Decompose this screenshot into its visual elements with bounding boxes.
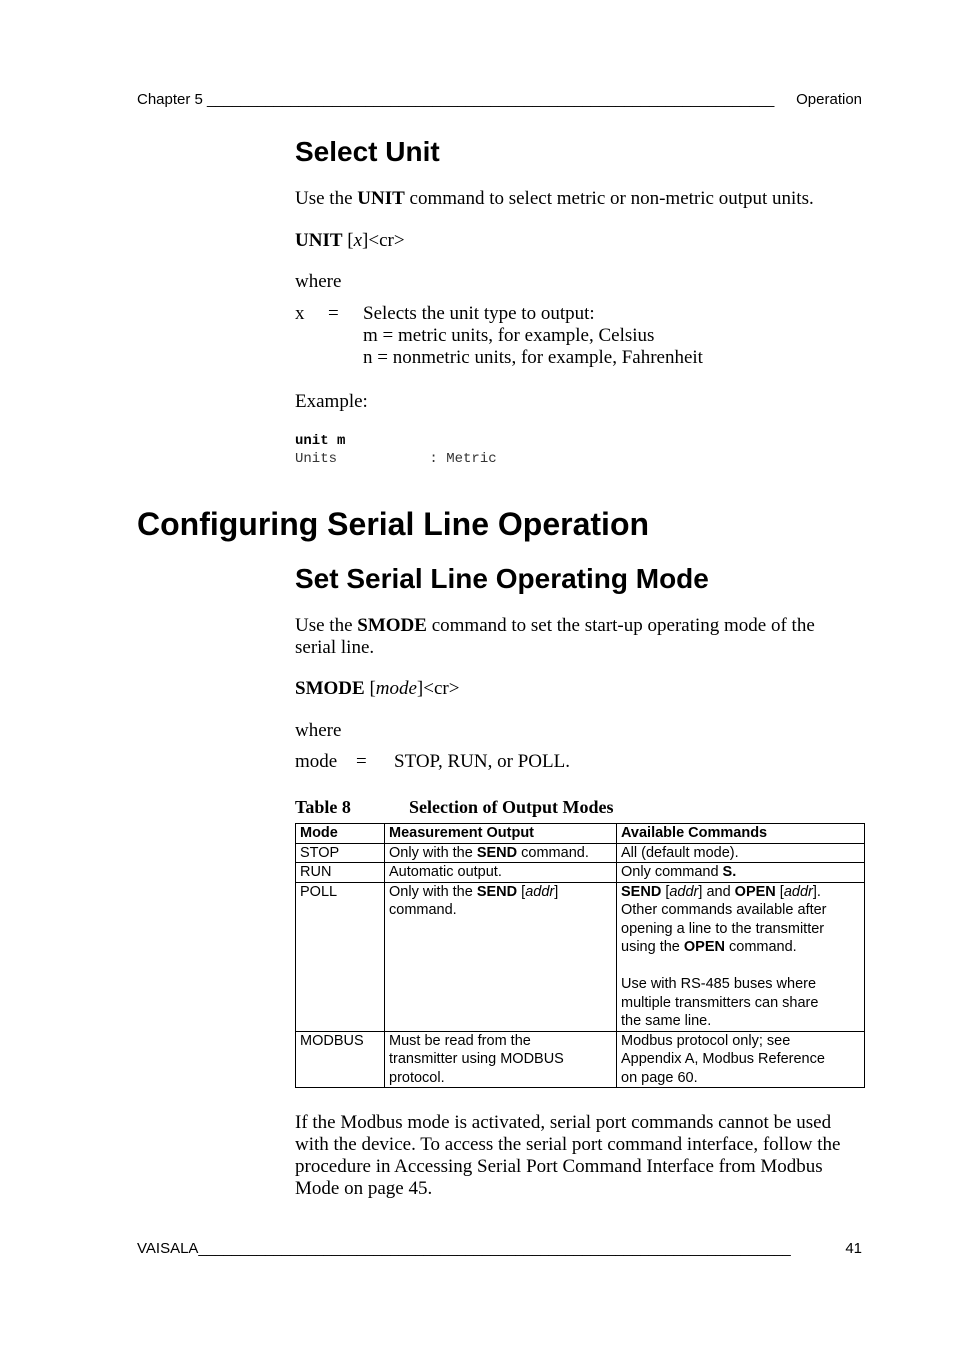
table-cell-mode: RUN	[296, 863, 385, 883]
smode-intro: Use the SMODE command to set the start-up operating mode of the serial line.	[295, 615, 815, 658]
table-cell-output: Only with the SEND command.	[385, 843, 617, 863]
table-row	[296, 843, 865, 863]
smode-where-label: where	[295, 720, 342, 741]
table-cell-commands: All (default mode).	[617, 843, 865, 863]
unit-param-name: x	[295, 303, 305, 324]
modbus-note-paragraph: If the Modbus mode is activated, serial port commands cannot be used with the device. To access the serial port command interface, follow the procedure in Accessing Serial Port Command Interface from Modbus Mode on page 45.	[295, 1112, 841, 1199]
page-header-section: Operation	[792, 91, 862, 108]
table-cell-commands: Modbus protocol only; see Appendix A, Modbus Reference on page 60.	[617, 1031, 865, 1088]
table-row	[296, 882, 865, 1031]
table-caption-number: Table 8	[295, 797, 351, 817]
page-number: 41	[841, 1240, 862, 1257]
smode-param-description: STOP, RUN, or POLL.	[394, 751, 570, 772]
unit-example-command: unit m	[295, 433, 346, 449]
unit-example-label: Example:	[295, 391, 368, 412]
unit-syntax: UNIT [x]<cr>	[295, 230, 405, 251]
table-header-mode: Mode	[296, 824, 385, 844]
page-footer-brand: VAISALA_______________________________________________________________________	[137, 1240, 791, 1257]
select-unit-intro: Use the UNIT command to select metric or non-metric output units.	[295, 188, 814, 209]
section-heading-serial-mode: Set Serial Line Operating Mode	[295, 563, 709, 594]
table-cell-output: Only with the SEND [addr] command.	[385, 882, 617, 1031]
output-modes-table	[295, 823, 865, 1088]
table-header-row	[296, 824, 865, 844]
page-header-chapter: Chapter 5 ____________________________________________________________________	[137, 91, 775, 108]
table-row	[296, 863, 865, 883]
table-cell-output: Automatic output.	[385, 863, 617, 883]
unit-where-label: where	[295, 271, 342, 292]
unit-example-output: Units : Metric	[295, 451, 497, 467]
table-header-measurement-output: Measurement Output	[385, 824, 617, 844]
table-cell-mode: MODBUS	[296, 1031, 385, 1088]
table-cell-mode: POLL	[296, 882, 385, 1031]
output-modes-table-wrapper	[295, 823, 865, 1088]
table-cell-output: Must be read from the transmitter using MODBUS protocol.	[385, 1031, 617, 1088]
table-row	[296, 1031, 865, 1088]
table-cell-mode: STOP	[296, 843, 385, 863]
table-cell-commands: SEND [addr] and OPEN [addr]. Other commands available after opening a line to the transmitter using the OPEN command. Use with RS-485 buses where multiple transmitters can share the same line.	[617, 882, 865, 1031]
unit-param-equals: =	[328, 303, 339, 324]
smode-param-equals: =	[356, 751, 367, 772]
table-cell-commands: Only command S.	[617, 863, 865, 883]
unit-param-description: Selects the unit type to output: m = metric units, for example, Celsius n = nonmetric units, for example, Fahrenheit	[363, 303, 703, 368]
smode-param-name: mode	[295, 751, 338, 772]
table-caption-title: Selection of Output Modes	[409, 797, 614, 817]
section-heading-select-unit: Select Unit	[295, 136, 440, 167]
chapter-heading-configuring-serial: Configuring Serial Line Operation	[137, 506, 650, 542]
smode-syntax: SMODE [mode]<cr>	[295, 678, 460, 699]
table-header-available-commands: Available Commands	[617, 824, 865, 844]
